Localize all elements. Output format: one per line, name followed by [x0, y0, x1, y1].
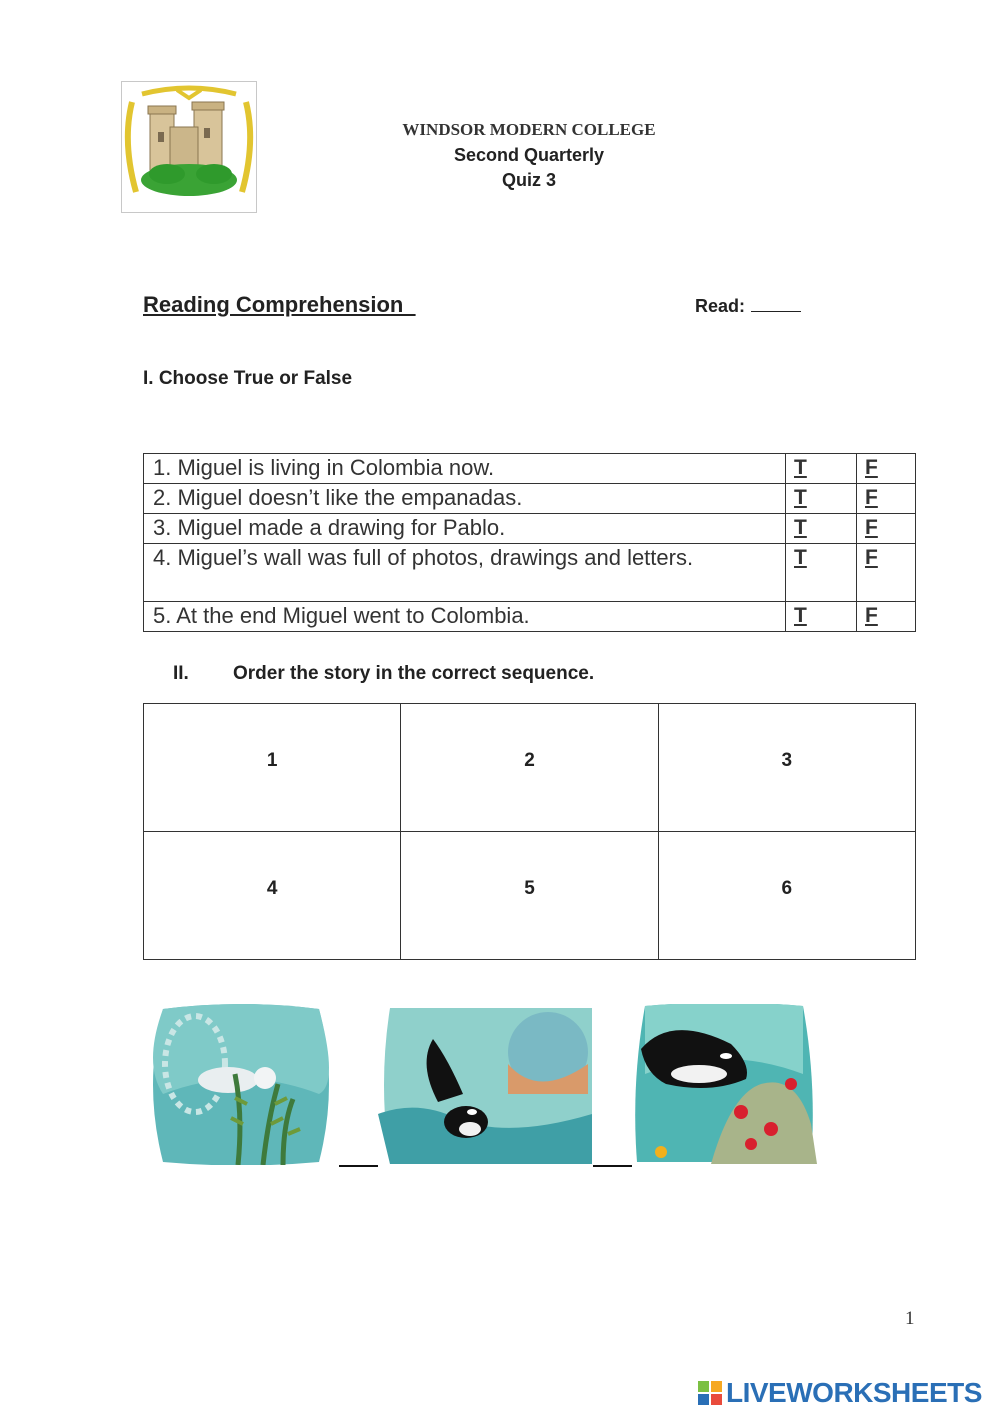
table-row — [144, 544, 916, 602]
true-option[interactable]: T — [786, 544, 857, 602]
statement: 4. Miguel’s wall was full of photos, drawings and letters. — [144, 544, 786, 602]
orca-jumping-picture — [378, 1004, 592, 1164]
read-blank[interactable] — [751, 296, 801, 312]
statement: 5. At the end Miguel went to Colombia. — [144, 602, 786, 632]
false-option[interactable]: F — [857, 602, 916, 632]
false-option[interactable]: F — [857, 484, 916, 514]
brand-text: LIVEWORKSHEETS — [726, 1377, 982, 1408]
sequence-cell[interactable]: 5 — [401, 832, 658, 960]
table-row — [144, 832, 916, 960]
page-number: 1 — [905, 1308, 915, 1329]
liveworksheets-logo-icon — [697, 1380, 723, 1406]
sequence-cell[interactable]: 3 — [658, 704, 915, 832]
table-row — [144, 484, 916, 514]
school-logo — [121, 81, 257, 213]
true-option[interactable]: T — [786, 514, 857, 544]
statement: 1. Miguel is living in Colombia now. — [144, 454, 786, 484]
true-false-table — [143, 453, 916, 632]
table-row — [144, 704, 916, 832]
false-option[interactable]: F — [857, 544, 916, 602]
statement: 3. Miguel made a drawing for Pablo. — [144, 514, 786, 544]
true-option[interactable]: T — [786, 602, 857, 632]
read-label: Read: — [695, 296, 746, 316]
table-row — [144, 454, 916, 484]
part2-title: Order the story in the correct sequence. — [233, 663, 595, 684]
sequence-table — [143, 703, 916, 960]
part2-number: II. — [173, 663, 189, 684]
table-row — [144, 514, 916, 544]
table-row — [144, 602, 916, 632]
read-field — [695, 296, 801, 317]
sequence-cell[interactable]: 2 — [401, 704, 658, 832]
school-name: WINDSOR MODERN COLLEGE — [402, 120, 656, 139]
quiz-label: Quiz 3 — [501, 170, 556, 190]
true-option[interactable]: T — [786, 454, 857, 484]
statement: 2. Miguel doesn’t like the empanadas. — [144, 484, 786, 514]
part1-title: I. Choose True or False — [143, 368, 353, 389]
true-option[interactable]: T — [786, 484, 857, 514]
false-option[interactable]: F — [857, 514, 916, 544]
liveworksheets-brand[interactable] — [697, 1378, 982, 1408]
section-title: Reading Comprehension — [143, 292, 416, 317]
sequence-cell[interactable]: 4 — [144, 832, 401, 960]
answer-blank[interactable] — [593, 1165, 632, 1167]
orca-coral-picture — [631, 1004, 817, 1164]
sequence-cell[interactable]: 6 — [658, 832, 915, 960]
quarter-label: Second Quarterly — [453, 145, 605, 165]
manatee-picture — [143, 1004, 339, 1165]
sequence-cell[interactable]: 1 — [144, 704, 401, 832]
answer-blank[interactable] — [339, 1165, 378, 1167]
false-option[interactable]: F — [857, 454, 916, 484]
